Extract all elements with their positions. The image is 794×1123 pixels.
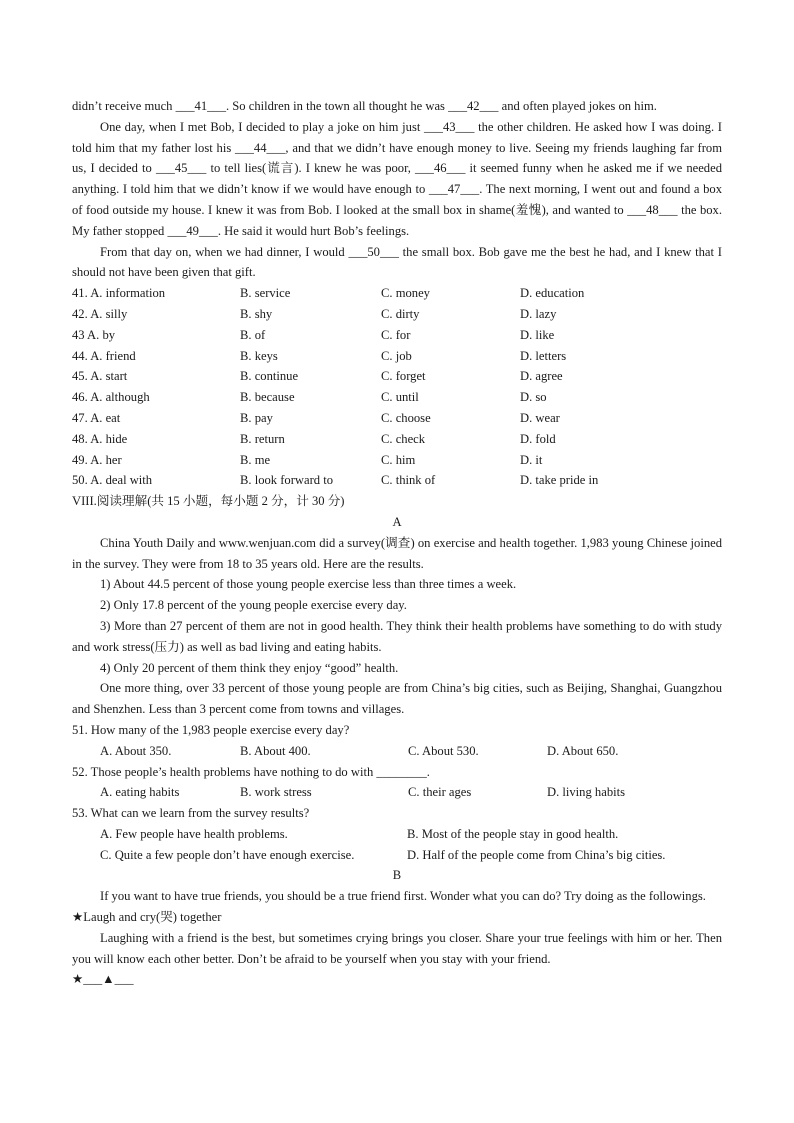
- tip-2-heading-blank: ★___▲___: [72, 972, 134, 987]
- survey-result: 3) More than 27 percent of them are not in good health. They think their health problems have something to do with study and work stress(压力) as well as bad living and eating habits.: [72, 618, 722, 654]
- cloze-option-row: [72, 346, 722, 367]
- question-52-options: [72, 782, 722, 803]
- question-53-options-row-1: [72, 824, 722, 845]
- question-53-stem: 53. What can we learn from the survey results?: [72, 806, 310, 821]
- option-d: D. letters: [520, 348, 567, 363]
- passage-a-label: A: [392, 514, 402, 529]
- option-b: B. pay: [240, 410, 273, 425]
- option-a: 41. A. information: [72, 286, 166, 301]
- survey-result: 2) Only 17.8 percent of the young people exercise every day.: [100, 598, 407, 613]
- option-d: D. wear: [520, 410, 560, 425]
- passage-a-intro: China Youth Daily and www.wenjuan.com did a survey(调查) on exercise and health together. 1,983 young Chinese joined in the survey. They were from 18 to 35 years old. Here are the results.: [72, 535, 722, 571]
- cloze-option-row: [72, 429, 722, 450]
- option-c: C. their ages: [408, 785, 472, 800]
- option-d: D. Half of the people come from China’s big cities.: [407, 847, 666, 862]
- cloze-option-row: [72, 450, 722, 471]
- option-b: B. return: [240, 431, 285, 446]
- cloze-options: [72, 283, 722, 491]
- passage-b-label: B: [392, 868, 402, 883]
- option-a: 45. A. start: [72, 369, 128, 384]
- option-c: C. Quite a few people don’t have enough exercise.: [100, 847, 355, 862]
- cloze-option-row: [72, 325, 722, 346]
- option-c: C. dirty: [381, 306, 420, 321]
- option-a: 47. A. eat: [72, 410, 121, 425]
- option-a: 42. A. silly: [72, 306, 128, 321]
- option-b: B. service: [240, 286, 291, 301]
- option-a: 48. A. hide: [72, 431, 128, 446]
- option-d: D. fold: [520, 431, 556, 446]
- option-d: D. About 650.: [547, 743, 619, 758]
- option-d: D. take pride in: [520, 473, 599, 488]
- option-c: C. think of: [381, 473, 436, 488]
- option-a: 50. A. deal with: [72, 473, 153, 488]
- tip-1-body: Laughing with a friend is the best, but sometimes crying brings you closer. Share your true feelings with him or her. Then you will know each other better. Don’t be afraid to be yourself when you stay with your friend.: [72, 930, 722, 966]
- question-51-options: [72, 741, 722, 762]
- cloze-option-row: [72, 387, 722, 408]
- cloze-option-row: [72, 283, 722, 304]
- option-b: B. keys: [240, 348, 278, 363]
- tip-1-heading: ★Laugh and cry(哭) together: [72, 910, 222, 925]
- option-c: C. choose: [381, 410, 431, 425]
- option-d: D. so: [520, 390, 547, 405]
- option-b: B. shy: [240, 306, 273, 321]
- option-c: C. job: [381, 348, 412, 363]
- option-c: C. money: [381, 286, 430, 301]
- option-b: B. work stress: [240, 785, 312, 800]
- exam-page: [72, 96, 722, 990]
- option-b: B. continue: [240, 369, 299, 384]
- cloze-option-row: [72, 366, 722, 387]
- option-d: D. education: [520, 286, 585, 301]
- cloze-option-row: [72, 408, 722, 429]
- option-b: B. look forward to: [240, 473, 334, 488]
- option-a: A. eating habits: [100, 785, 180, 800]
- question-52-stem: 52. Those people’s health problems have nothing to do with ________.: [72, 764, 430, 779]
- option-d: D. agree: [520, 369, 563, 384]
- question-53-options-row-2: [72, 845, 722, 866]
- option-a: 44. A. friend: [72, 348, 136, 363]
- cloze-option-row: [72, 304, 722, 325]
- option-b: B. Most of the people stay in good health.: [407, 826, 619, 841]
- option-a: 43 A. by: [72, 327, 116, 342]
- option-d: D. lazy: [520, 306, 557, 321]
- option-b: B. because: [240, 390, 295, 405]
- cloze-paragraph-1: didn’t receive much ___41___. So children in the town all thought he was ___42___ and often played jokes on him.: [72, 99, 657, 113]
- option-a: A. About 350.: [100, 743, 172, 758]
- option-d: D. like: [520, 327, 555, 342]
- section-heading: VIII.阅读理解(共 15 小题，每小题 2 分，计 30 分): [72, 494, 345, 509]
- option-d: D. it: [520, 452, 543, 467]
- survey-result: 4) Only 20 percent of them think they enjoy “good” health.: [100, 660, 399, 675]
- option-c: C. forget: [381, 369, 426, 384]
- cloze-paragraph-3: From that day on, when we had dinner, I would ___50___ the small box. Bob gave me the best he had, and I knew that I should not have been given that gift.: [72, 244, 722, 280]
- survey-result: 1) About 44.5 percent of those young people exercise less than three times a week.: [100, 577, 517, 592]
- passage-a-closing: One more thing, over 33 percent of those young people are from China’s big cities, such as Beijing, Shanghai, Guangzhou and Shenzhen. Less than 3 percent come from towns and villages.: [72, 681, 722, 717]
- option-b: B. of: [240, 327, 266, 342]
- option-c: C. until: [381, 390, 419, 405]
- option-b: B. me: [240, 452, 271, 467]
- option-c: C. About 530.: [408, 743, 479, 758]
- passage-b-intro: If you want to have true friends, you should be a true friend first. Wonder what you can do? Try doing as the followings.: [100, 889, 706, 904]
- option-a: 49. A. her: [72, 452, 122, 467]
- option-b: B. About 400.: [240, 743, 311, 758]
- option-a: 46. A. although: [72, 390, 150, 405]
- option-a: A. Few people have health problems.: [100, 826, 288, 841]
- cloze-paragraph-2: One day, when I met Bob, I decided to play a joke on him just ___43___ the other children. He asked how I was doing. I told him that my father lost his ___44___, and that we didn’t have enough money to live. Seeing my friends laughing far from us, I decided to ___45___ to tell lies(谎言). I knew he was poor, ___46___ it seemed funny when he asked me if we needed anything. I told him that we didn’t know if we would have enough to ___47___. The next morning, I went out and found a box of food outside my house. I knew it was from Bob. I looked at the small box in shame(羞愧), and wanted to ___48___ the box. My father stopped ___49___. He said it would hurt Bob’s feelings.: [72, 119, 722, 238]
- option-c: C. check: [381, 431, 426, 446]
- question-51-stem: 51. How many of the 1,983 people exercise every day?: [72, 722, 350, 737]
- option-c: C. for: [381, 327, 411, 342]
- option-d: D. living habits: [547, 785, 626, 800]
- cloze-option-row: [72, 470, 722, 491]
- option-c: C. him: [381, 452, 416, 467]
